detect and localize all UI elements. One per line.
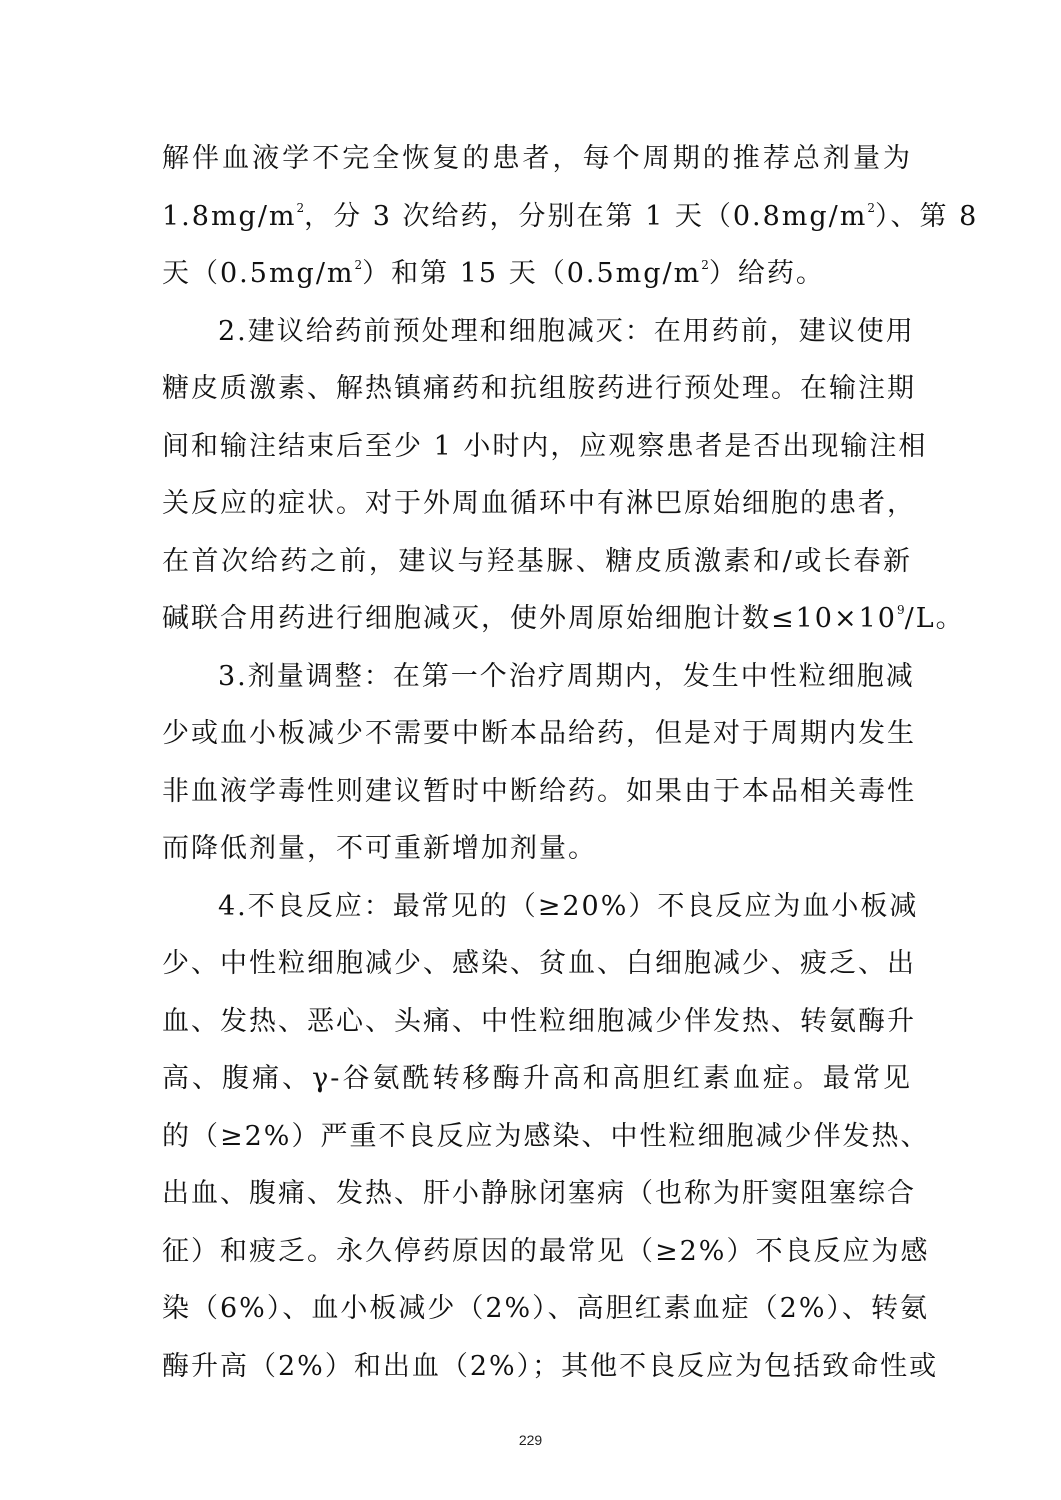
- text-line: 非血液学毒性则建议暂时中断给药。如果由于本品相关毒性: [162, 775, 916, 807]
- text-line: 少或血小板减少不需要中断本品给药，但是对于周期内发生: [162, 718, 916, 749]
- body-text: [162, 130, 979, 1395]
- text-line-with-superscript: 天$(0.5mg/m^2)$和第 15 天$(0.5mg/m^2)$给药。: [162, 258, 825, 289]
- text-line-with-superscript: 碱联合用药进行细胞减灭，使外周原始细胞计数$\le 10\times 10^9/L$。: [162, 603, 965, 634]
- paragraph-3-heading-line: 3.剂量调整：在第一个治疗周期内，发生中性粒细胞减: [218, 660, 915, 692]
- page-number: 229: [518, 1432, 543, 1448]
- text-line: 酶升高（2%）和出血（2%）；其他不良反应为包括致命性或: [162, 1350, 939, 1382]
- text-line: 糖皮质激素、解热镇痛药和抗组胺药进行预处理。在输注期: [162, 373, 916, 404]
- text-line: 染（6%）、血小板减少（2%）、高胆红素血症（2%）、转氨: [162, 1293, 929, 1324]
- text-line: 间和输注结束后至少 1 小时内，应观察患者是否出现输注相: [162, 430, 928, 462]
- paragraph-4-heading-line: 4.不良反应：最常见的（≥20%）不良反应为血小板减: [218, 890, 919, 922]
- paragraph-2-heading-line: 2.建议给药前预处理和细胞减灭：在用药前，建议使用: [218, 315, 915, 347]
- text-line: 的（≥2%）严重不良反应为感染、中性粒细胞减少伴发热、: [162, 1120, 930, 1152]
- text-line: 在首次给药之前，建议与羟基脲、糖皮质激素和/或长春新: [162, 545, 912, 577]
- text-line: 少、中性粒细胞减少、感染、贫血、白细胞减少、疲乏、出: [162, 948, 916, 979]
- text-line: 关反应的症状。对于外周血循环中有淋巴原始细胞的患者，: [162, 488, 916, 519]
- text-line: 出血、腹痛、发热、肝小静脉闭塞病（也称为肝窦阻塞综合: [162, 1178, 916, 1209]
- text-line: 血、发热、恶心、头痛、中性粒细胞减少伴发热、转氨酶升: [162, 1005, 916, 1037]
- text-line: 征）和疲乏。永久停药原因的最常见（≥2%）不良反应为感: [162, 1235, 930, 1267]
- text-line: 而降低剂量，不可重新增加剂量。: [162, 833, 597, 864]
- text-line: 高、腹痛、γ-谷氨酰转移酶升高和高胆红素血症。最常见: [162, 1063, 912, 1094]
- text-line-with-superscript: $1.8mg/m^2$，分 3 次给药，分别在第 1 天$(0.8mg/m^2)$、第 8: [162, 200, 979, 232]
- text-line: 解伴血液学不完全恢复的患者，每个周期的推荐总剂量为: [162, 143, 912, 174]
